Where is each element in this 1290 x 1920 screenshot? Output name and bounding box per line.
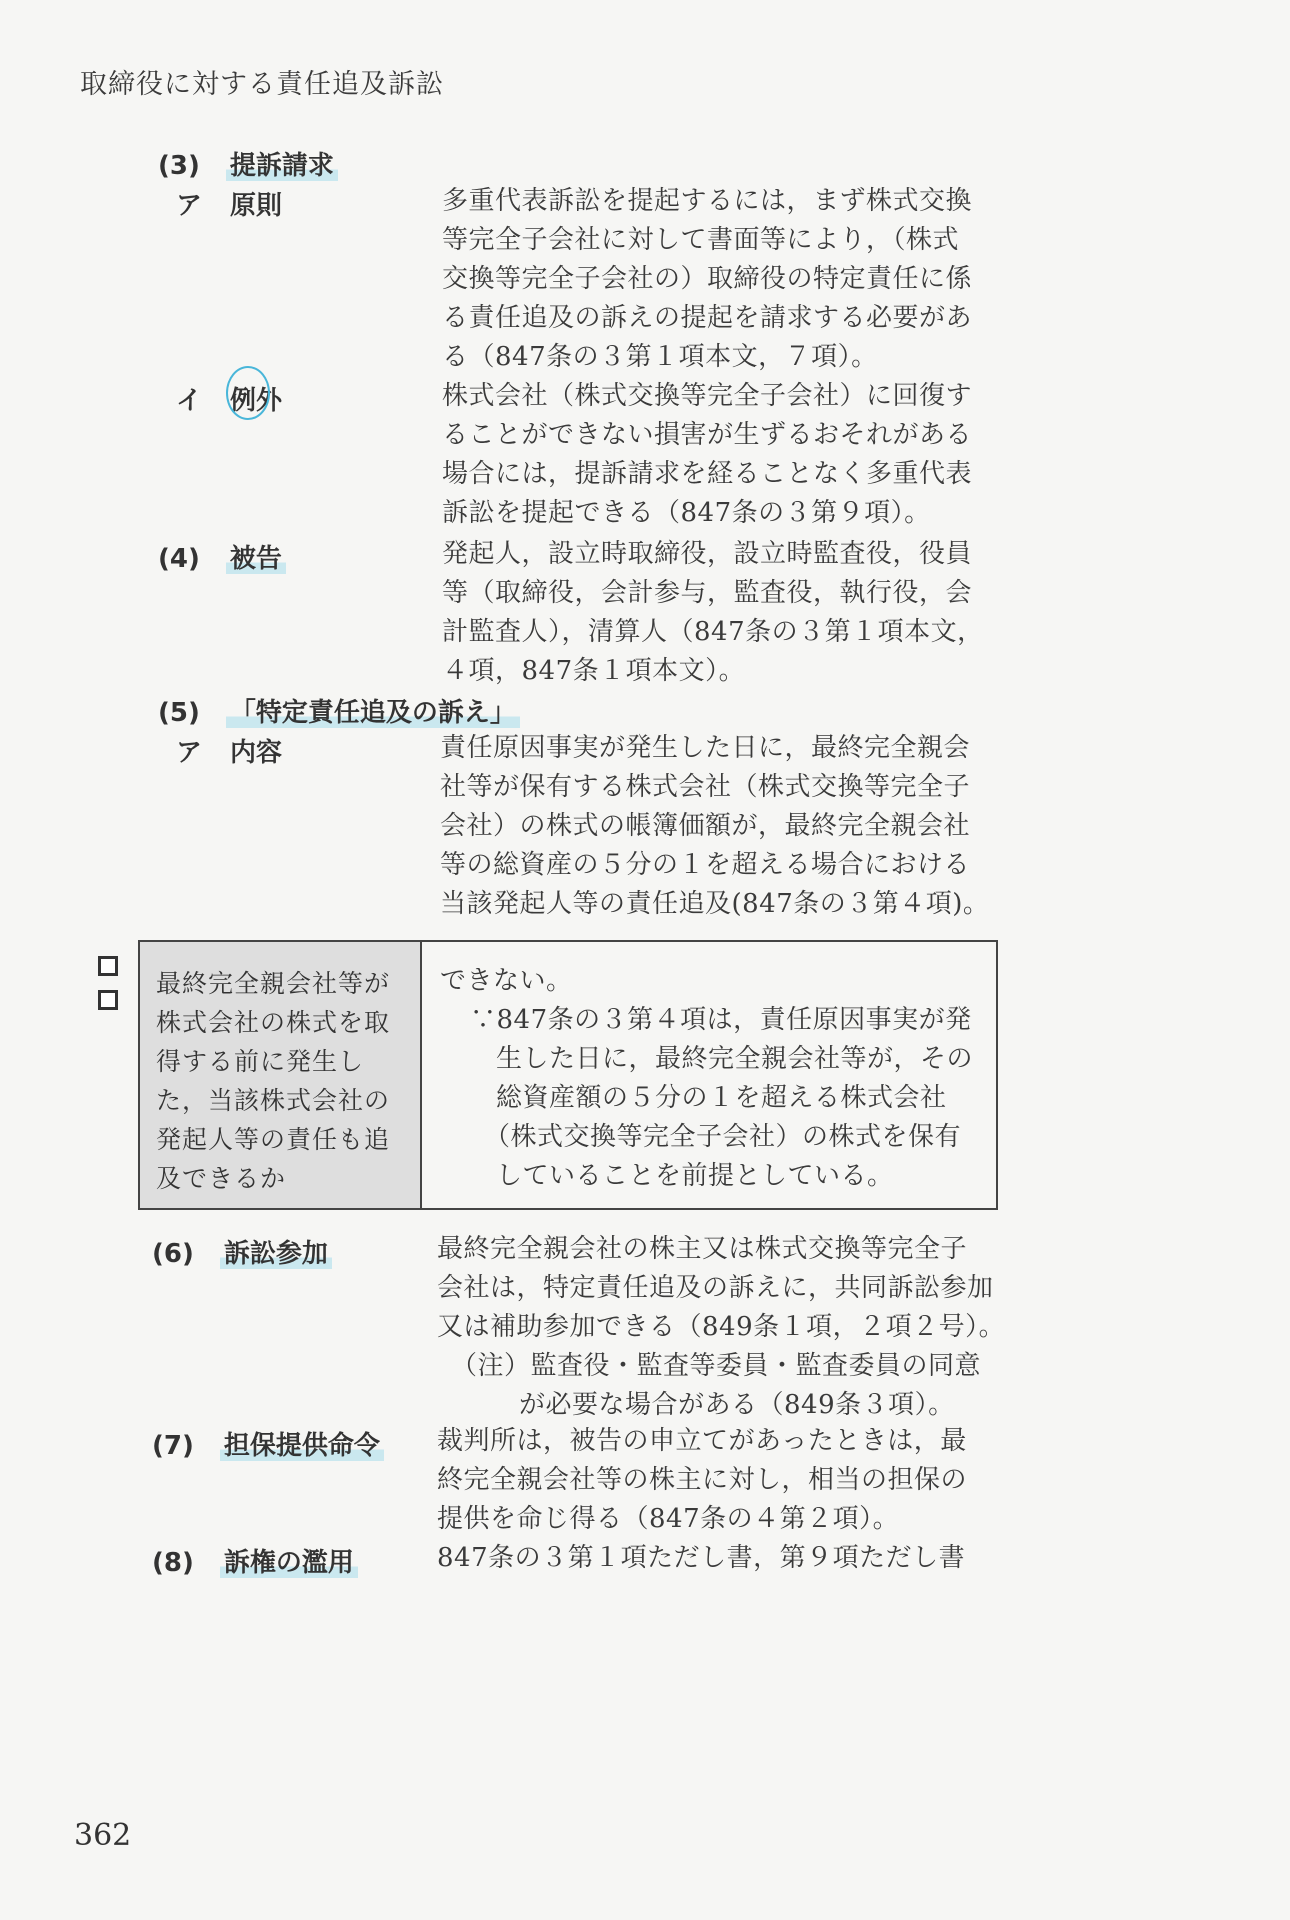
question-line: た，当該株式会社の [156, 1086, 391, 1115]
body-line: る責任追及の訴えの提起を請求する必要があ [442, 303, 973, 333]
body-line: 等（取締役，会計参与，監査役，執行役，会 [442, 578, 973, 608]
question-line: 発起人等の責任も追 [156, 1125, 391, 1154]
page-number: 362 [74, 1818, 132, 1853]
review-checkbox[interactable] [98, 956, 118, 976]
body-line: 場合には，提訴請求を経ることなく多重代表 [442, 459, 973, 489]
body-line: 訴訟を提起できる（847条の３第９項）。 [442, 498, 931, 528]
section-4-heading [158, 538, 286, 575]
section-7-body [437, 1422, 1007, 1539]
item-kana: ア [176, 738, 203, 768]
section-number: (3) [158, 151, 200, 181]
question-line: 最終完全親会社等が [156, 969, 391, 998]
question-line: 株式会社の株式を取 [156, 1008, 391, 1037]
section-number: (8) [152, 1548, 194, 1578]
section-title: 「特定責任追及の訴え」 [226, 698, 520, 728]
body-line: 当該発起人等の責任追及(847条の３第４項)。 [440, 889, 990, 919]
reason-line: していることを前提としている。 [496, 1161, 894, 1191]
note-line: （注）監査役・監査等委員・監査委員の同意 [451, 1351, 982, 1381]
body-line: 又は補助参加できる（849条１項，２項２号）。 [437, 1312, 1006, 1342]
section-5a-body [440, 729, 1010, 924]
body-line: 提供を命じ得る（847条の４第２項）。 [437, 1504, 900, 1534]
body-line: 等の総資産の５分の１を超える場合における [440, 850, 971, 880]
body-line: 会社は，特定責任追及の訴えに，共同訴訟参加 [437, 1273, 994, 1303]
section-number: (4) [158, 544, 200, 574]
section-number: (6) [152, 1239, 194, 1269]
body-line: 終完全親会社等の株主に対し，相当の担保の [437, 1465, 968, 1495]
section-title: 提訴請求 [226, 151, 338, 181]
body-line: 交換等完全子会社の）取締役の特定責任に係 [442, 264, 973, 294]
body-line: 裁判所は，被告の申立てがあったときは，最 [437, 1426, 967, 1456]
body-line: 社等が保有する株式会社（株式交換等完全子 [440, 772, 971, 802]
question-cell [140, 942, 422, 1208]
reason-line: 総資産額の５分の１を超える株式会社 [496, 1083, 947, 1113]
answer-text: できない。 [440, 966, 573, 996]
body-line: ４項，847条１項本文）。 [442, 656, 746, 686]
section-title: 被告 [226, 544, 286, 574]
body-line: 最終完全親会社の株主又は株式交換等完全子 [437, 1234, 968, 1264]
pen-circle-mark [226, 366, 270, 420]
body-line: 発起人，設立時取締役，設立時監査役，役員 [442, 539, 973, 569]
answer-cell [422, 942, 996, 1208]
review-checkbox[interactable] [98, 990, 118, 1010]
item-label: 例外 [230, 386, 283, 416]
reason-line: 生した日に，最終完全親会社等が，その [496, 1044, 974, 1074]
qa-box [138, 940, 998, 1210]
section-7-heading [152, 1425, 384, 1462]
section-8-heading [152, 1542, 358, 1579]
running-header: 取締役に対する責任追及訴訟 [80, 69, 444, 100]
item-kana: イ [176, 386, 203, 416]
section-title: 訴訟参加 [220, 1239, 332, 1269]
section-3-heading [158, 145, 338, 182]
note-line: が必要な場合がある（849条３項）。 [519, 1390, 955, 1420]
section-5-heading [158, 692, 520, 729]
section-3a-heading [176, 185, 282, 222]
body-line: ることができない損害が生ずるおそれがある [442, 420, 973, 450]
section-6-heading [152, 1233, 332, 1270]
question-line: 得する前に発生し [156, 1047, 365, 1076]
section-5a-heading [176, 732, 282, 769]
section-number: (7) [152, 1431, 194, 1461]
section-number: (5) [158, 698, 200, 728]
body-line: る（847条の３第１項本文，７項）。 [442, 342, 878, 372]
body-line: 会社）の株式の帳簿価額が，最終完全親会社 [440, 811, 971, 841]
section-4-body [442, 535, 1002, 691]
reason-line: （株式交換等完全子会社）の株式を保有 [484, 1122, 962, 1152]
section-6-body [437, 1230, 1017, 1425]
body-line: 計監査人），清算人（847条の３第１項本文， [442, 617, 984, 647]
item-label: 内容 [230, 738, 283, 768]
section-3b-body [442, 377, 1002, 533]
body-line: 等完全子会社に対して書面等により，（株式 [442, 225, 960, 255]
body-line: 多重代表訴訟を提起するには，まず株式交換 [442, 186, 973, 216]
body-line: 847条の３第１項ただし書，第９項ただし書 [437, 1543, 966, 1573]
reason-line: ∵847条の３第４項は，責任原因事実が発 [470, 1005, 972, 1035]
item-kana: ア [176, 191, 203, 221]
question-line: 及できるか [156, 1164, 287, 1193]
body-line: 責任原因事実が発生した日に，最終完全親会 [440, 733, 971, 763]
section-title: 担保提供命令 [220, 1431, 384, 1461]
body-line: 株式会社（株式交換等完全子会社）に回復す [442, 381, 973, 411]
section-8-body [437, 1539, 1007, 1578]
section-3a-body [442, 182, 1002, 377]
section-title: 訴権の濫用 [220, 1548, 358, 1578]
item-label: 原則 [230, 191, 283, 221]
